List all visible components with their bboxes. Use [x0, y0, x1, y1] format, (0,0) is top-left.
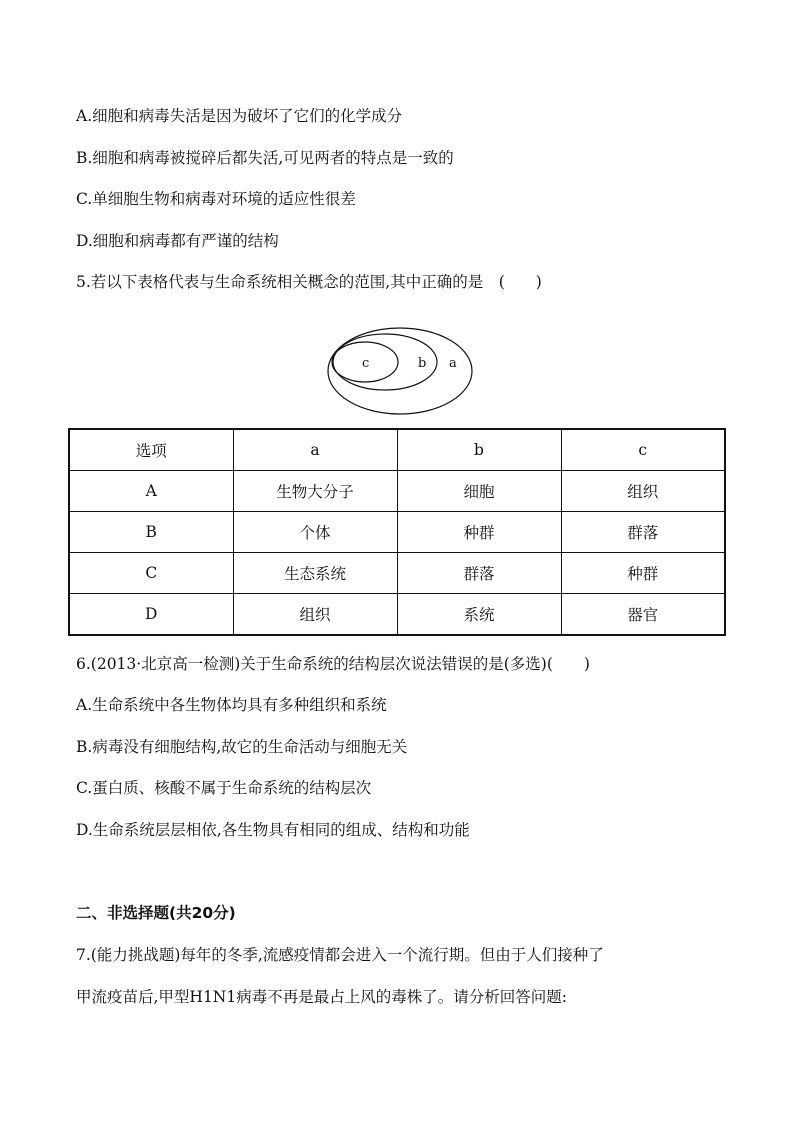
q7-line-1: 7.(能力挑战题)每年的冬季,流感疫情都会进入一个流行期。但由于人们接种了 [76, 946, 604, 964]
table-header-cell: 选项 [69, 429, 233, 471]
table-cell: 组织 [233, 594, 397, 636]
table-cell: D [69, 594, 233, 636]
q6-option-a: A.生命系统中各生物体均具有多种组织和系统 [76, 696, 387, 714]
table-cell: 种群 [561, 553, 725, 594]
section-title: 二、非选择题(共20分) [76, 904, 236, 922]
table-header-row [69, 429, 725, 471]
table-cell: 群落 [397, 553, 561, 594]
table-cell: 生物大分子 [233, 471, 397, 512]
table-cell: 组织 [561, 471, 725, 512]
table-cell: 器官 [561, 594, 725, 636]
q6-option-c: C.蛋白质、核酸不属于生命系统的结构层次 [76, 779, 372, 797]
table-row [69, 594, 725, 636]
q4-option-a: A.细胞和病毒失活是因为破坏了它们的化学成分 [76, 107, 403, 125]
q6-stem: 6.(2013·北京高一检测)关于生命系统的结构层次说法错误的是(多选)( ) [76, 655, 590, 673]
table-row [69, 512, 725, 553]
q4-option-d: D.细胞和病毒都有严谨的结构 [76, 232, 279, 250]
q7-line-2: 甲流疫苗后,甲型H1N1病毒不再是最占上风的毒株了。请分析回答问题: [76, 988, 567, 1006]
table-header-cell: b [397, 429, 561, 471]
q5-options-table [68, 428, 726, 636]
table-cell: B [69, 512, 233, 553]
venn-label-a: a [449, 356, 457, 371]
q4-option-b: B.细胞和病毒被搅碎后都失活,可见两者的特点是一致的 [76, 149, 454, 167]
q6-option-b: B.病毒没有细胞结构,故它的生命活动与细胞无关 [76, 738, 408, 756]
table-cell: 生态系统 [233, 553, 397, 594]
table-cell: C [69, 553, 233, 594]
q5-stem: 5.若以下表格代表与生命系统相关概念的范围,其中正确的是 ( ) [76, 273, 542, 291]
table-cell: 种群 [397, 512, 561, 553]
table-header-cell: a [233, 429, 397, 471]
table-cell: A [69, 471, 233, 512]
table-row [69, 553, 725, 594]
table-row [69, 471, 725, 512]
q4-option-c: C.单细胞生物和病毒对环境的适应性很差 [76, 190, 356, 208]
table-cell: 系统 [397, 594, 561, 636]
table-header-cell: c [561, 429, 725, 471]
table-cell: 细胞 [397, 471, 561, 512]
venn-diagram [326, 326, 474, 416]
venn-label-b: b [418, 356, 427, 371]
q6-option-d: D.生命系统层层相依,各生物具有相同的组成、结构和功能 [76, 821, 470, 839]
table-cell: 群落 [561, 512, 725, 553]
venn-label-c: c [362, 356, 370, 371]
table-cell: 个体 [233, 512, 397, 553]
